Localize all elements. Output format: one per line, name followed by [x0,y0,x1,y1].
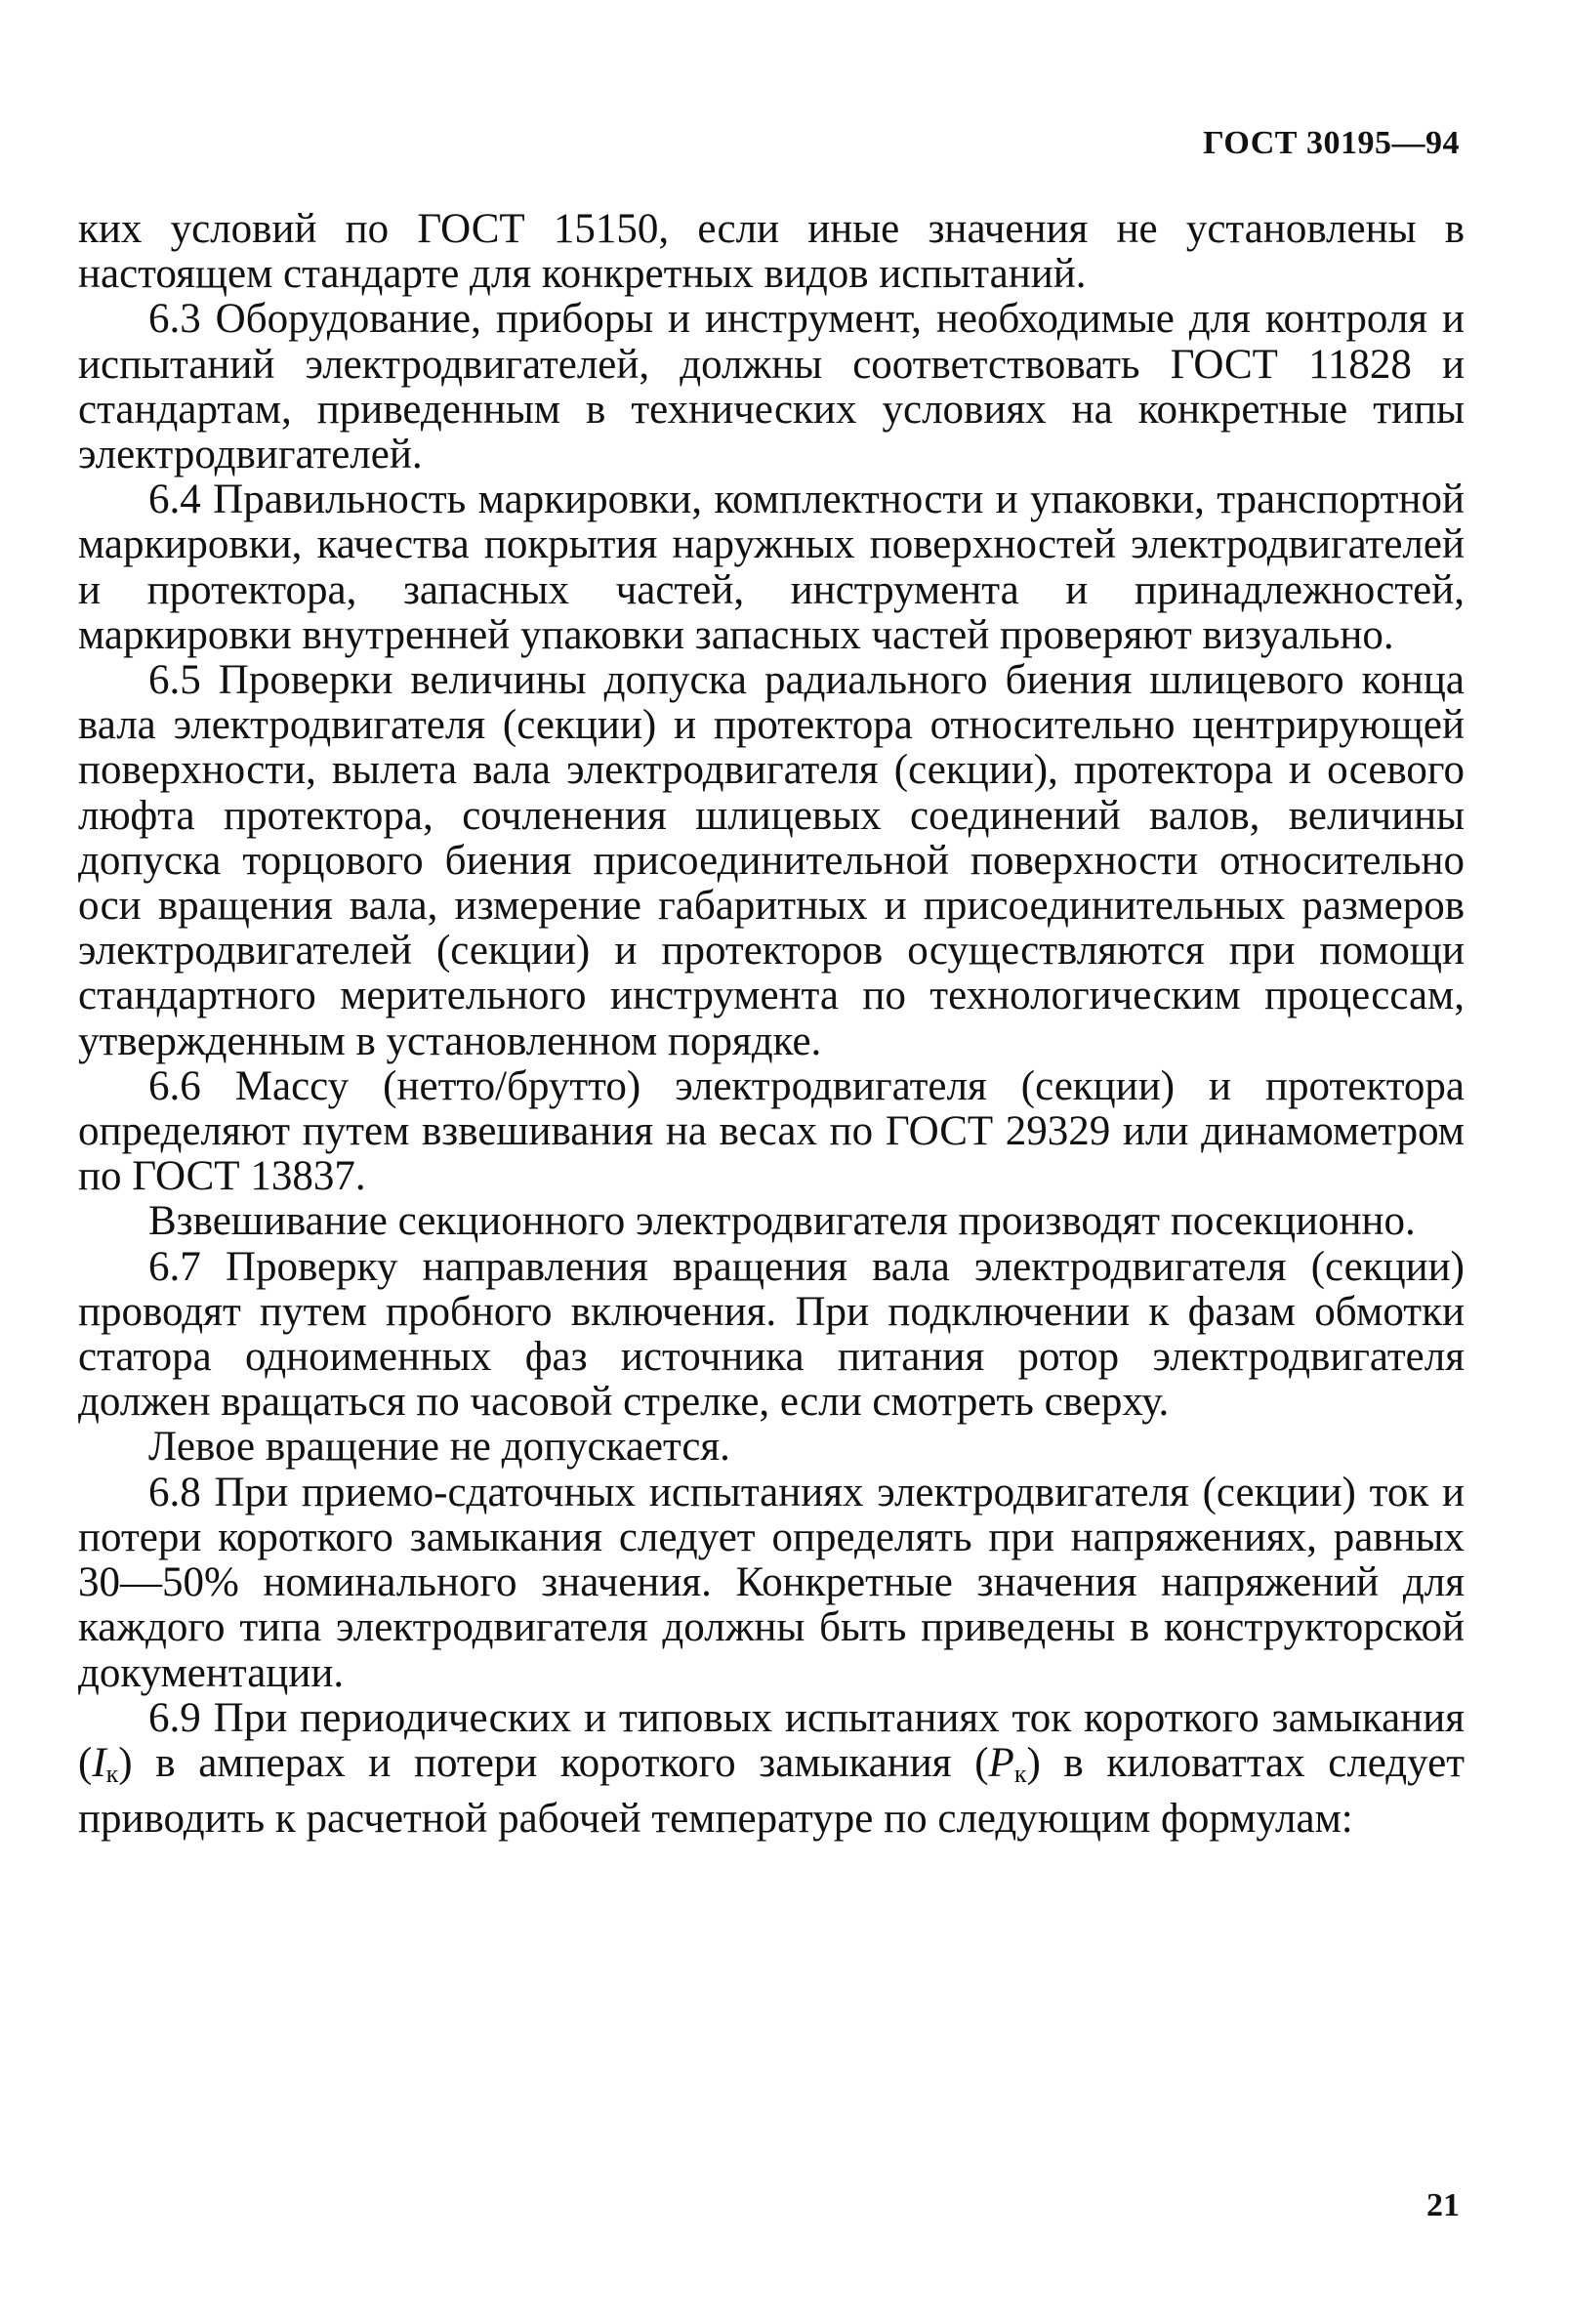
document-body [78,207,1465,1842]
paragraph-6-4: 6.4 Правильность маркировки, комплектности и упаковки, транспортной маркировки, качества покрытия наружных поверхностей электродвигателей и протектора, запасных частей, инструмента и принадлежностей, маркировки внутренней упаковки запасных частей проверяют визуально. [78,477,1465,658]
paragraph-6-8: 6.8 При приемо-сдаточных испытаниях электродвигателя (секции) ток и потери короткого замыкания следует определять при напряжениях, равных 30—50% номинального значения. Конкретные значения напряжений для каждого типа электродвигателя должны быть приведены в конструкторской документации. [78,1469,1465,1696]
paragraph-continuation: ких условий по ГОСТ 15150, если иные значения не установлены в настоящем стандарте для конкретных видов испытаний. [78,206,1465,298]
current-subscript: к [105,1759,119,1788]
current-symbol: I [92,1739,106,1786]
paragraph-6-3: 6.3 Оборудование, приборы и инструмент, необходимые для контроля и испытаний электродвигателей, должны соответствовать ГОСТ 11828 и стандартам, приведенным в технических условиях на конкретные типы электродвигателей. [78,296,1465,478]
page-number: 21 [1426,2187,1460,2223]
document-header: ГОСТ 30195—94 [1203,125,1460,161]
paragraph-6-6: 6.6 Массу (нетто/брутто) электродвигателя (секции) и протектора определяют путем взвешивания на весах по ГОСТ 29329 или динамометром по ГОСТ 13837. [78,1062,1465,1200]
p69-text-3: ) в киловаттах следует приводить к расчетной рабочей температуре по следующим формулам: [78,1739,1465,1843]
p69-text-1: 6.9 При периодических и типовых испытаниях ток короткого замыкания ( [78,1694,1465,1786]
power-subscript: к [1013,1759,1027,1788]
paragraph-6-9 [78,1696,1465,1843]
paragraph-6-7-left-rotation: Левое вращение не допускается. [148,1424,730,1471]
power-symbol: P [988,1739,1014,1786]
p69-text-2: ) в амперах и потери короткого замыкания ( [118,1739,989,1786]
paragraph-6-5: 6.5 Проверки величины допуска радиального биения шлицевого конца вала электродвигателя (секции) и протектора относительно центрирующей поверхности, вылета вала электродвигателя (секции), протектора и осевого люфта протектора, сочленения шлицевых соединений валов, величины допуска торцового биения присоединительной поверхности относительно оси вращения вала, измерение габаритных и присоединительных размеров электродвигателей (секции) и протекторов осуществляются при помощи стандартного мерительного инструмента по технологическим процессам, утвержденным в установленном порядке. [78,657,1465,1064]
paragraph-6-7: 6.7 Проверку направления вращения вала электродвигателя (секции) проводят путем пробного включения. При подключении к фазам обмотки статора одноименных фаз источника питания ротор электродвигателя должен вращаться по часовой стрелке, если смотреть сверху. [78,1243,1465,1426]
paragraph-6-6-weighing: Взвешивание секционного электродвигателя производят посекционно. [148,1198,1416,1245]
